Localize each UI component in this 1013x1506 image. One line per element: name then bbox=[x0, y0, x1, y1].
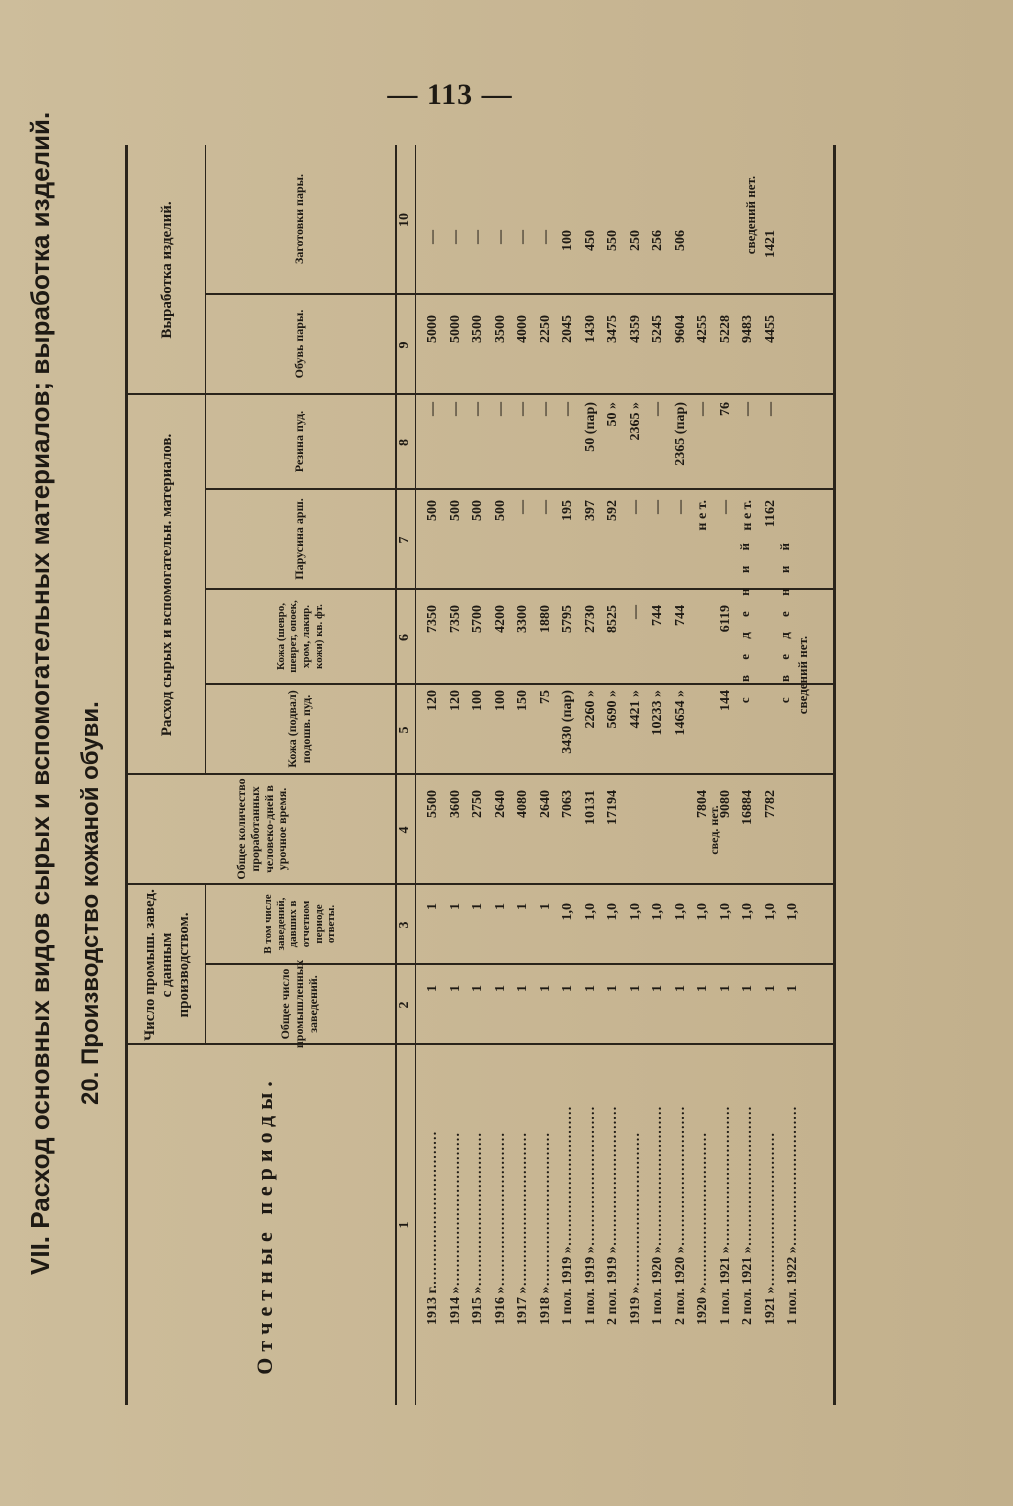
cell-c4: 7782 bbox=[762, 790, 778, 818]
cell-c5: 120 bbox=[425, 690, 440, 711]
chapter-title: VII. Расход основных видов сырых и вспомогательных материалов; выработка изделий. bbox=[25, 111, 55, 1275]
header-tarpaulin: Парусина арш. bbox=[292, 498, 307, 580]
cell-c7: 500 bbox=[492, 500, 508, 521]
header-materials-group: Расход сырых и вспомогательн. материалов. bbox=[158, 433, 175, 737]
cell-c9: 5245 bbox=[650, 315, 665, 343]
cell-c10: — bbox=[447, 230, 463, 244]
cell-c4: 2640 bbox=[492, 790, 508, 818]
cell-c7: 397 bbox=[582, 500, 598, 521]
page-number: — 113 — bbox=[387, 78, 513, 111]
cell-c3: 1,0 bbox=[650, 903, 665, 921]
cell-c2: 1 bbox=[785, 985, 800, 992]
column-number-3: 3 bbox=[397, 921, 412, 929]
cell-c3: 1 bbox=[447, 903, 463, 910]
row-period: 1913 г.…………………………… bbox=[425, 1131, 440, 1325]
row-period: 1 пол. 1919 »………………………… bbox=[582, 1106, 598, 1325]
cell-c7: 500 bbox=[470, 500, 485, 521]
row-period: 1 пол. 1919 »………………………… bbox=[560, 1106, 575, 1325]
statistics-table bbox=[125, 145, 835, 1405]
header-upper-leather: Кожа (шевро, шеврет, опоек, хром, лакир. кожи) кв. фт. bbox=[274, 600, 325, 673]
column-number-7: 7 bbox=[397, 536, 412, 544]
cell-c3: 1,0 bbox=[582, 903, 598, 921]
cell-c7: н е т. bbox=[740, 500, 755, 531]
note-no-data-blanks: сведений нет. bbox=[743, 175, 758, 255]
cell-c6: — bbox=[627, 605, 643, 619]
row-period: 1 пол. 1920 »………………………… bbox=[650, 1106, 665, 1325]
cell-c3: 1,0 bbox=[605, 903, 620, 921]
cell-c6: 4200 bbox=[492, 605, 508, 633]
row-period: 1 пол. 1921 »………………………… bbox=[717, 1106, 733, 1325]
column-number-10: 10 bbox=[397, 213, 412, 227]
cell-c7: 1162 bbox=[762, 500, 778, 528]
cell-c2: 1 bbox=[627, 985, 643, 992]
cell-c10: — bbox=[470, 230, 485, 244]
group-rule-output bbox=[205, 145, 206, 395]
cell-c9: 5000 bbox=[425, 315, 440, 343]
cell-c9: 5000 bbox=[447, 315, 463, 343]
cell-c4: 17194 bbox=[605, 790, 620, 825]
cell-c4: 2750 bbox=[470, 790, 485, 818]
header-output-group: Выработка изделий. bbox=[158, 201, 175, 339]
cell-c6: 2730 bbox=[582, 605, 598, 633]
cell-c8: — bbox=[470, 402, 485, 416]
cell-c8: 2365 (пар) bbox=[672, 402, 688, 466]
cell-c8: — bbox=[695, 402, 710, 416]
cell-c9: 4359 bbox=[627, 315, 643, 343]
cell-c5: 5690 » bbox=[605, 690, 620, 729]
cell-c3: 1,0 bbox=[695, 903, 710, 921]
cell-c8: — bbox=[762, 402, 778, 416]
cell-c8: — bbox=[447, 402, 463, 416]
note-no-data-materials-a: с в е д е н и й bbox=[737, 536, 752, 704]
cell-c2: 1 bbox=[582, 985, 598, 992]
cell-c6: 744 bbox=[650, 605, 665, 626]
header-shoes: Обувь пары. bbox=[292, 309, 307, 379]
table-bottom-rule bbox=[833, 145, 836, 1405]
cell-c2: 1 bbox=[717, 985, 733, 992]
header-enterprises-group: Число промыш. завед. с данным производством. bbox=[141, 889, 193, 1041]
rotated-table-sheet bbox=[25, 111, 835, 1405]
cell-c2: 1 bbox=[447, 985, 463, 992]
cell-c5: 144 bbox=[717, 690, 733, 711]
cell-c3: 1 bbox=[515, 903, 530, 910]
row-period: 1916 »…………………………… bbox=[492, 1132, 508, 1325]
cell-c5: 4421 » bbox=[627, 690, 643, 729]
cell-c8: — bbox=[560, 402, 575, 416]
row-period: 1917 »…………………………… bbox=[515, 1132, 530, 1325]
cell-c3: 1,0 bbox=[627, 903, 643, 921]
cell-c6: 3300 bbox=[515, 605, 530, 633]
cell-c10: — bbox=[492, 230, 508, 244]
cell-c2: 1 bbox=[560, 985, 575, 992]
cell-c5: 100 bbox=[492, 690, 508, 711]
note-no-data-materials-b: с в е д е н и й bbox=[777, 536, 792, 704]
cell-c7: — bbox=[537, 500, 553, 514]
column-number-6: 6 bbox=[397, 634, 412, 641]
cell-c3: 1,0 bbox=[717, 903, 733, 921]
cell-c9: 3500 bbox=[470, 315, 485, 343]
cell-c2: 1 bbox=[695, 985, 710, 992]
cell-c4: 10131 bbox=[582, 790, 598, 825]
header-reporting-enterprises: В том числе заведений, давших в отчетном периоде ответы. bbox=[262, 894, 338, 954]
row-period: 1919 »…………………………… bbox=[627, 1132, 643, 1325]
cell-c8: — bbox=[740, 402, 755, 416]
cell-c9: 4455 bbox=[762, 315, 778, 343]
column-number-9: 9 bbox=[397, 341, 412, 349]
cell-c9: 9483 bbox=[740, 315, 755, 343]
group-rule-enterprises bbox=[205, 885, 206, 1045]
cell-c9: 3500 bbox=[492, 315, 508, 343]
cell-c2: 1 bbox=[650, 985, 665, 992]
cell-c2: 1 bbox=[672, 985, 688, 992]
row-period: 2 пол. 1921 »………………………… bbox=[740, 1106, 755, 1325]
cell-c8: — bbox=[425, 402, 440, 416]
cell-c10: 550 bbox=[605, 230, 620, 251]
header-blanks: Заготовки пары. bbox=[292, 173, 307, 265]
cell-c7: — bbox=[672, 500, 688, 514]
cell-c8: — bbox=[515, 402, 530, 416]
cell-c3: 1 bbox=[537, 903, 553, 910]
table-title: 20. Производство кожаной обуви. bbox=[77, 701, 104, 1105]
cell-c2: 1 bbox=[515, 985, 530, 992]
cell-c6: 7350 bbox=[425, 605, 440, 633]
cell-c6: 6119 bbox=[717, 605, 733, 633]
cell-c8: — bbox=[650, 402, 665, 416]
cell-c9: 9604 bbox=[672, 315, 688, 343]
cell-c3: 1,0 bbox=[560, 903, 575, 921]
cell-c9: 2250 bbox=[537, 315, 553, 343]
column-number-8: 8 bbox=[397, 439, 412, 446]
cell-c8: 50 (пар) bbox=[582, 402, 598, 452]
cell-c3: 1 bbox=[470, 903, 485, 910]
cell-c9: 1430 bbox=[582, 315, 598, 343]
row-period: 2 пол. 1919 »………………………… bbox=[605, 1106, 620, 1325]
cell-c5: 10233 » bbox=[650, 690, 665, 736]
cell-c4: 9080 bbox=[717, 790, 733, 818]
cell-c4: 2640 bbox=[537, 790, 553, 818]
cell-c4: 7804 bbox=[695, 790, 710, 818]
cell-c6: 8525 bbox=[605, 605, 620, 633]
cell-c3: 1,0 bbox=[672, 903, 688, 921]
cell-c7: — bbox=[717, 500, 733, 514]
column-number-1: 1 bbox=[397, 1221, 412, 1229]
cell-c3: 1,0 bbox=[762, 903, 778, 921]
cell-c7: — bbox=[627, 500, 643, 514]
cell-c5: 14654 » bbox=[672, 690, 688, 736]
note-no-data-materials-c: сведений нет. bbox=[795, 635, 810, 715]
row-period: 1921 »…………………………… bbox=[762, 1132, 778, 1325]
header-rubber: Резина пуд. bbox=[292, 410, 307, 473]
note-no-data-workdays: свед. нет. bbox=[707, 805, 721, 855]
cell-c9: 3475 bbox=[605, 315, 620, 343]
cell-c5: 120 bbox=[447, 690, 463, 711]
cell-c6: 1880 bbox=[537, 605, 553, 633]
cell-c5: 3430 (пар) bbox=[560, 690, 575, 754]
row-period: 1915 »…………………………… bbox=[470, 1132, 485, 1325]
cell-c9: 5228 bbox=[717, 315, 733, 343]
cell-c3: 1,0 bbox=[785, 903, 800, 921]
cell-c8: — bbox=[492, 402, 508, 416]
cell-c5: 2260 » bbox=[582, 690, 598, 729]
cell-c4: 16884 bbox=[740, 790, 755, 825]
cell-c4: 4080 bbox=[515, 790, 530, 818]
cell-c8: 50 » bbox=[605, 402, 620, 427]
cell-c10: — bbox=[425, 230, 440, 244]
cell-c9: 2045 bbox=[560, 315, 575, 343]
header-sole-leather: Кожа (подвал) подошв. пуд. bbox=[285, 690, 313, 768]
cell-c2: 1 bbox=[537, 985, 553, 992]
cell-c9: 4000 bbox=[515, 315, 530, 343]
cell-c6: 7350 bbox=[447, 605, 463, 633]
cell-c7: 195 bbox=[560, 500, 575, 521]
cell-c6: 744 bbox=[672, 605, 688, 626]
cell-c10: 250 bbox=[627, 230, 643, 251]
cell-c9: 4255 bbox=[695, 315, 710, 343]
cell-c8: — bbox=[537, 402, 553, 416]
cell-c10: — bbox=[515, 230, 530, 244]
cell-c2: 1 bbox=[605, 985, 620, 992]
cell-c7: — bbox=[515, 500, 530, 514]
col-number-rule bbox=[415, 145, 416, 1405]
row-period: 2 пол. 1920 »………………………… bbox=[672, 1106, 688, 1325]
header-total-enterprises: Общее число промышленных заведений. bbox=[278, 959, 320, 1049]
column-number-4: 4 bbox=[397, 826, 412, 834]
cell-c4: 5500 bbox=[425, 790, 440, 818]
cell-c3: 1 bbox=[425, 903, 440, 910]
cell-c3: 1 bbox=[492, 903, 508, 910]
cell-c3: 1,0 bbox=[740, 903, 755, 921]
cell-c2: 1 bbox=[470, 985, 485, 992]
cell-c7: 500 bbox=[425, 500, 440, 521]
row-period: 1918 »…………………………… bbox=[537, 1132, 553, 1325]
cell-c2: 1 bbox=[762, 985, 778, 992]
table-top-rule bbox=[125, 145, 128, 1405]
cell-c2: 1 bbox=[740, 985, 755, 992]
cell-c4: 7063 bbox=[560, 790, 575, 818]
cell-c10: — bbox=[537, 230, 553, 244]
cell-c10: 506 bbox=[672, 230, 688, 251]
cell-c7: 592 bbox=[605, 500, 620, 521]
cell-c6: 5700 bbox=[470, 605, 485, 633]
cell-c5: 75 bbox=[537, 690, 553, 704]
row-period: 1914 »…………………………… bbox=[447, 1132, 463, 1325]
cell-c8: 2365 » bbox=[627, 402, 643, 441]
cell-c5: 150 bbox=[515, 690, 530, 711]
cell-c10: 450 bbox=[582, 230, 598, 251]
header-periods: Отчетные периоды. bbox=[252, 1075, 278, 1375]
header-workdays: Общее количество проработанных человеко-дней в урочное время. bbox=[233, 778, 290, 880]
cell-c8: 76 bbox=[717, 402, 733, 416]
cell-c10: 1421 bbox=[762, 230, 778, 258]
cell-c2: 1 bbox=[492, 985, 508, 992]
cell-c10: 100 bbox=[560, 230, 575, 251]
row-period: 1 пол. 1922 »………………………… bbox=[785, 1106, 800, 1325]
cell-c7: н е т. bbox=[695, 500, 710, 531]
cell-c10: 256 bbox=[650, 230, 665, 251]
column-number-2: 2 bbox=[397, 1001, 412, 1009]
cell-c6: 5795 bbox=[560, 605, 575, 633]
cell-c5: 100 bbox=[470, 690, 485, 711]
cell-c7: 500 bbox=[447, 500, 463, 521]
column-number-5: 5 bbox=[397, 726, 412, 734]
cell-c7: — bbox=[650, 500, 665, 514]
cell-c4: 3600 bbox=[447, 790, 463, 818]
group-rule-materials bbox=[205, 395, 206, 775]
row-period: 1920 »…………………………… bbox=[695, 1132, 710, 1325]
cell-c2: 1 bbox=[425, 985, 440, 992]
